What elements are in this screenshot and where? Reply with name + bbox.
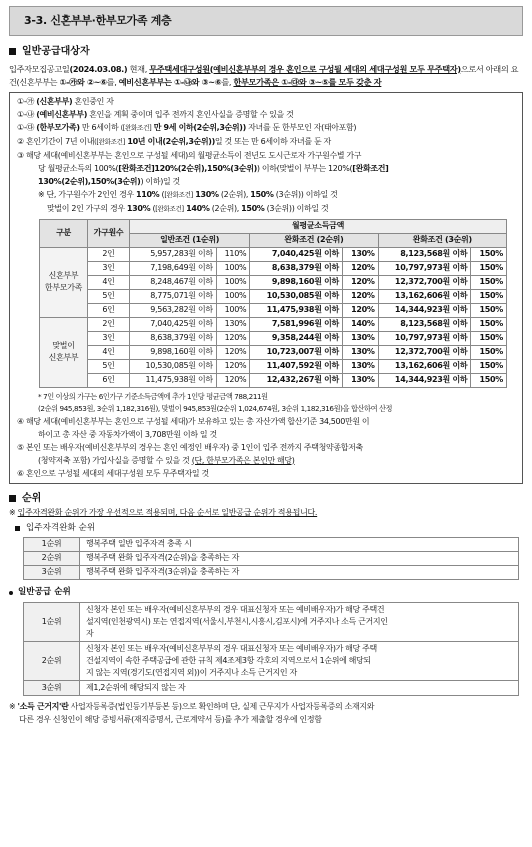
criterion-line-4 xyxy=(17,135,517,149)
income-header-relax2: 완화조건 (2순위) xyxy=(250,233,378,247)
income-general-percent: 120% xyxy=(216,331,249,345)
intro-segment: ①-㉮와 ②~⑥ xyxy=(59,76,107,87)
income-relax3-percent: 150% xyxy=(471,303,507,317)
income-general-amount: 5,957,283원 이하 xyxy=(130,247,217,261)
income-row xyxy=(40,359,507,373)
criterion-segment: 당 월평균소득의 100%( xyxy=(38,163,119,173)
income-relax2-amount: 10,530,085원 이하 xyxy=(250,289,343,303)
income-note-1: * 7인 이상의 가구는 6인가구 기준소득금액에 추가 1인당 평균금액 788,211원 xyxy=(38,391,268,401)
criterion-segment: [완화조건]120%(2순위),150%(3순위) xyxy=(118,163,257,173)
income-general-amount: 7,040,425원 이하 xyxy=(130,317,217,331)
notice-text: 입주자격완화 순위가 가장 우선적으로 적용되며, 다음 순서로 일반공급 순위가 적용됩니다. xyxy=(17,508,318,517)
intro-segment: 를, xyxy=(106,76,119,87)
criterion-segment: (신혼부부) xyxy=(36,96,73,106)
general-ranking-body xyxy=(24,602,519,695)
income-relax3-percent: 150% xyxy=(471,331,507,345)
criterion-segment: [완화조건] xyxy=(164,190,193,199)
income-members: 5인 xyxy=(88,289,130,303)
relaxed-ranking-heading-text: 입주자격완화 순위 xyxy=(26,522,96,533)
general-ranking-heading-text: 일반공급 순위 xyxy=(18,587,71,598)
income-relax3-percent: 150% xyxy=(471,359,507,373)
income-row xyxy=(40,331,507,345)
general-ranking-row xyxy=(24,602,519,641)
criterion-5-underlined: (단, 한부모가족은 본인만 해당) xyxy=(191,455,295,465)
relaxed-ranking-rank: 3순위 xyxy=(24,566,80,580)
income-relax3-percent: 150% xyxy=(471,247,507,261)
criterion-4-line-2: 하이고 총 자산 중 자동차가액이 3,708만원 이하 일 것 xyxy=(38,429,217,439)
income-general-amount: 9,563,282원 이하 xyxy=(130,303,217,317)
general-ranking-text-line: 제1,2순위에 해당되지 않는 자 xyxy=(86,682,186,692)
intro-segment: (2024.03.08.) xyxy=(69,63,128,74)
criterion-segment: 맞벌이 2인 가구의 경우 xyxy=(47,203,127,213)
criterion-segment: ([완화조건] xyxy=(94,137,125,146)
income-general-percent: 100% xyxy=(216,289,249,303)
income-header-general: 일반조건 (1순위) xyxy=(130,233,250,247)
income-members: 3인 xyxy=(88,331,130,345)
income-group-label xyxy=(40,247,88,317)
section-title: 3-3. 신혼부부·한부모가족 계층 xyxy=(9,6,523,36)
criterion-segment: ※ 단, 가구원수가 2인인 경우 xyxy=(38,189,137,199)
income-members: 6인 xyxy=(88,303,130,317)
criterion-line-6 xyxy=(17,162,517,175)
general-ranking-text-line: 신청자 본인 또는 배우자(예비신혼부부의 경우 대표신청자 또는 예비배우자)가 해당 주택 xyxy=(86,643,377,653)
income-relax2-amount: 11,475,938원 이하 xyxy=(250,303,343,317)
relaxed-ranking-rank: 1순위 xyxy=(24,538,80,552)
general-ranking-row xyxy=(24,680,519,695)
income-general-amount: 9,898,160원 이하 xyxy=(130,345,217,359)
criterion-line-1 xyxy=(17,95,517,108)
small-square-bullet-icon xyxy=(15,526,20,531)
criterion-segment: [완화조건] xyxy=(352,163,389,173)
criterion-segment: 140% xyxy=(183,203,210,213)
income-general-amount: 7,198,649원 이하 xyxy=(130,261,217,275)
criterion-segment: (3순위)) 이하일 것 xyxy=(264,203,329,213)
income-group-label-line: 신혼부부 xyxy=(48,353,79,362)
general-supply-heading xyxy=(9,45,523,59)
intro-segment: 무주택세대구성원(예비신혼부부의 경우 혼인으로 구성될 세대의 세대구성원 모두 무주택자) xyxy=(149,63,461,74)
criterion-segment: (3순위)) 이하일 것 xyxy=(273,189,338,199)
criterion-segment: ([완화조건] xyxy=(120,123,152,132)
income-group-label xyxy=(40,317,88,387)
income-relax2-amount: 9,358,244원 이하 xyxy=(250,331,343,345)
criterion-segment: ② 혼인기간이 7년 이내 xyxy=(17,136,95,146)
income-relax2-amount: 9,898,160원 이하 xyxy=(250,275,343,289)
income-relax3-percent: 150% xyxy=(471,261,507,275)
criterion-5-line-1: ⑤ 본인 또는 배우자(예비신혼부부의 경우는 혼인 예정인 배우자) 중 1인이 입주 전까지 주택청약종합저축 xyxy=(17,442,363,452)
criterion-segment: ( xyxy=(159,189,165,199)
criterion-segment: (2순위), xyxy=(218,189,251,199)
income-row xyxy=(40,317,507,331)
notice-mark: ※ xyxy=(9,508,18,517)
footnote-line-2: 다른 경우 신청인이 해당 증빙서류(재직증명서, 근로계약서 등)를 추가 제출할 경우에 인정함 xyxy=(19,714,322,724)
criterion-segment: 만 6세이하 xyxy=(79,122,121,132)
income-relax3-amount: 8,123,568원 이하 xyxy=(378,247,471,261)
income-relax2-percent: 130% xyxy=(342,359,378,373)
income-header-group: 구분 xyxy=(40,219,88,247)
general-ranking-heading xyxy=(9,587,523,599)
relaxed-ranking-text: 행복주택 완화 입주자격(2순위)을 충족하는 자 xyxy=(80,552,519,566)
criterion-segment: 혼인중인 자 xyxy=(72,96,114,106)
income-general-percent: 120% xyxy=(216,345,249,359)
criterion-line-7 xyxy=(17,175,517,188)
income-relax3-percent: 150% xyxy=(471,317,507,331)
income-relax2-percent: 140% xyxy=(342,317,378,331)
income-general-amount: 11,475,938원 이하 xyxy=(130,373,217,387)
general-ranking-text-line: 건설지역이 속한 주택공급에 관한 규칙 제4조제3항 각호의 지역으로서 1순위에 해당되 xyxy=(86,655,371,665)
income-relax3-amount: 8,123,568원 이하 xyxy=(378,317,471,331)
general-ranking-row xyxy=(24,641,519,680)
income-relax3-amount: 12,372,700원 이하 xyxy=(378,275,471,289)
footnote-mark: ※ xyxy=(9,701,18,711)
relaxed-ranking-body xyxy=(24,538,519,580)
income-relax3-amount: 14,344,923원 이하 xyxy=(378,303,471,317)
income-relax3-amount: 10,797,973원 이하 xyxy=(378,261,471,275)
general-ranking-rank: 2순위 xyxy=(24,641,80,680)
income-row xyxy=(40,345,507,359)
criterion-segment: [완화조건] xyxy=(155,204,184,213)
relaxed-ranking-rank: 2순위 xyxy=(24,552,80,566)
income-row xyxy=(40,373,507,387)
intro-segment: 를, xyxy=(221,76,234,87)
income-relax2-percent: 120% xyxy=(342,275,378,289)
criterion-segment: (2순위), xyxy=(209,203,242,213)
criterion-line-9 xyxy=(17,202,517,216)
relaxed-ranking-row xyxy=(24,552,519,566)
income-header-monthly: 월평균소득금액 xyxy=(130,219,507,233)
eligibility-intro xyxy=(9,63,523,89)
ranking-heading-text: 순위 xyxy=(22,492,42,504)
criterion-segment: ) 이하(맞벌이 부부는 120%( xyxy=(256,163,353,173)
income-relax2-percent: 120% xyxy=(342,261,378,275)
intro-segment: 한부모가족은 ①-㉰와 ③~⑤를 모두 갖춘 자 xyxy=(233,76,382,87)
criterion-segment: 혼인을 계획 중이며 입주 전까지 혼인사실을 증명할 수 있을 것 xyxy=(87,109,294,119)
criteria-lines xyxy=(17,95,517,216)
income-row xyxy=(40,275,507,289)
criterion-segment: 만 9세 이하(2순위,3순위)) xyxy=(151,122,246,132)
general-ranking-text xyxy=(80,602,519,641)
criterion-4-line-1: ④ 해당 세대(예비신혼부부는 혼인으로 구성될 세대)가 보유하고 있는 총 자산가액 합산기준 34,500만원 이 xyxy=(17,416,370,426)
criterion-5-text: (청약저축 포함) 가입사실을 증명할 수 있을 것 xyxy=(38,455,192,465)
criterion-segment: ③ 해당 세대(예비신혼부부는 혼인으로 구성될 세대)의 월평균소득이 전년도 도시근로자 가구원수별 가구 xyxy=(17,150,362,160)
income-row xyxy=(40,247,507,261)
income-row xyxy=(40,289,507,303)
income-relax2-percent: 130% xyxy=(342,247,378,261)
relaxed-ranking-text: 행복주택 일반 입주자격 충족 시 xyxy=(80,538,519,552)
income-general-percent: 130% xyxy=(216,317,249,331)
income-relax2-percent: 130% xyxy=(342,331,378,345)
criterion-segment: ①-㉯ xyxy=(17,109,37,119)
general-ranking-text xyxy=(80,641,519,680)
income-members: 2인 xyxy=(88,247,130,261)
income-relax3-amount: 13,162,606원 이하 xyxy=(378,289,471,303)
income-members: 4인 xyxy=(88,345,130,359)
general-ranking-text xyxy=(80,680,519,695)
criterion-line-8 xyxy=(17,188,517,202)
income-row xyxy=(40,303,507,317)
criterion-segment: 150% xyxy=(241,203,265,213)
general-ranking-text-line: 자 xyxy=(86,628,94,638)
income-relax2-percent: 130% xyxy=(342,345,378,359)
ranking-heading xyxy=(9,492,523,506)
criterion-segment: (예비신혼부부) xyxy=(36,109,88,119)
income-members: 6인 xyxy=(88,373,130,387)
income-relax3-amount: 10,797,973원 이하 xyxy=(378,331,471,345)
general-ranking-text-line: 신청자 본인 또는 배우자(예비신혼부부의 경우 대표신청자 또는 예비배우자)가 해당 주택건 xyxy=(86,604,385,614)
intro-segment: 으로서 아래의 요건(신혼부부는 xyxy=(9,63,519,87)
criterion-segment: 110% xyxy=(136,189,160,199)
general-supply-heading-text: 일반공급대상자 xyxy=(22,46,90,57)
criterion-line-2 xyxy=(17,108,517,121)
income-general-percent: 120% xyxy=(216,359,249,373)
criterion-segment: 일 것 또는 만 6세이하 자녀를 둔 자 xyxy=(214,136,331,146)
relaxed-ranking-row xyxy=(24,566,519,580)
general-ranking-text-line: 설지역(인천광역시) 또는 연접지역(서울시,부천시,시흥시,김포시)에 거주지나 소득 근거지인 xyxy=(86,616,388,626)
square-bullet-icon xyxy=(9,48,16,55)
income-base-footnote xyxy=(9,700,523,726)
criterion-segment: ( xyxy=(150,203,156,213)
criterion-5-line-2 xyxy=(17,454,517,467)
income-note-2: (2순위 945,853원, 3순위 1,182,316원), 맞벌이 945,853원(2순위 1,024,674원, 3순위 1,182,316원)을 합산하여 산정 xyxy=(38,403,393,413)
income-relax2-amount: 7,040,425원 이하 xyxy=(250,247,343,261)
criterion-segment: 10년 이내(2순위,3순위)) xyxy=(124,136,215,146)
general-ranking-rank: 3순위 xyxy=(24,680,80,695)
income-relax2-amount: 11,407,592원 이하 xyxy=(250,359,343,373)
criterion-line-3 xyxy=(17,121,517,135)
income-row xyxy=(40,261,507,275)
income-header-members: 가구원수 xyxy=(88,219,130,247)
income-table-body xyxy=(40,247,507,387)
income-general-percent: 100% xyxy=(216,261,249,275)
income-group-label-line: 신혼부부 xyxy=(48,271,79,280)
general-ranking-text-line: 지 않는 지역(경기도(연접지역 외))이 거주지나 소득 근거지인 자 xyxy=(86,667,297,677)
income-members: 4인 xyxy=(88,275,130,289)
general-ranking-rank: 1순위 xyxy=(24,602,80,641)
criterion-segment: 130% xyxy=(192,189,219,199)
intro-segment: 입주자모집공고일 xyxy=(9,63,70,74)
income-relax2-amount: 12,432,267원 이하 xyxy=(250,373,343,387)
income-relax2-amount: 10,723,007원 이하 xyxy=(250,345,343,359)
income-relax3-percent: 150% xyxy=(471,373,507,387)
income-general-amount: 8,775,071원 이하 xyxy=(130,289,217,303)
criteria-box xyxy=(9,92,523,484)
income-general-percent: 110% xyxy=(216,247,249,261)
criterion-segment: 130% xyxy=(126,203,151,213)
intro-segment: 현재, xyxy=(127,63,150,74)
income-relax3-percent: 150% xyxy=(471,345,507,359)
criterion-line-5 xyxy=(17,149,517,162)
income-group-label-line: 한부모가족 xyxy=(44,283,83,292)
criterion-segment: 자녀를 둔 한부모인 자(태아포함) xyxy=(245,122,357,132)
round-bullet-icon xyxy=(9,591,13,595)
income-relax2-amount: 8,638,379원 이하 xyxy=(250,261,343,275)
criterion-6: ⑥ 혼인으로 구성될 세대의 세대구성원 모두 무주택자일 것 xyxy=(17,468,209,478)
income-general-percent: 100% xyxy=(216,275,249,289)
income-relax3-percent: 150% xyxy=(471,275,507,289)
income-members: 3인 xyxy=(88,261,130,275)
relaxed-ranking-row xyxy=(24,538,519,552)
criterion-segment: (한부모가족) xyxy=(36,122,80,132)
general-ranking-table xyxy=(23,602,519,696)
footnote-term: '소득 근거지'란 xyxy=(17,701,69,711)
criterion-segment: 150% xyxy=(250,189,274,199)
income-relax3-amount: 12,372,700원 이하 xyxy=(378,345,471,359)
relaxed-ranking-text: 행복주택 완화 입주자격(3순위)을 충족하는 자 xyxy=(80,566,519,580)
income-relax2-percent: 120% xyxy=(342,289,378,303)
income-general-percent: 120% xyxy=(216,373,249,387)
income-table xyxy=(39,219,507,388)
relaxed-ranking-table xyxy=(23,537,519,580)
ranking-notice xyxy=(9,508,523,519)
income-group-label-line: 맞벌이 xyxy=(52,341,75,350)
intro-segment: 예비신혼부부는 ①-㉯와 ③~⑥ xyxy=(118,76,222,87)
criterion-segment: 130%(2순위),150%(3순위) xyxy=(38,176,141,186)
criterion-segment: ①-㉰ xyxy=(17,122,37,132)
income-relax3-amount: 14,344,923원 이하 xyxy=(378,373,471,387)
income-members: 2인 xyxy=(88,317,130,331)
footnote-text-1: 사업자등록증(법인등기부등본 등)으로 확인하며 단, 실제 근무지가 사업자등록증의 소재지와 xyxy=(68,701,375,711)
income-relax2-amount: 7,581,996원 이하 xyxy=(250,317,343,331)
criterion-segment: ) 이하)일 것 xyxy=(140,176,180,186)
income-general-amount: 8,248,467원 이하 xyxy=(130,275,217,289)
income-relax3-amount: 13,162,606원 이하 xyxy=(378,359,471,373)
income-general-amount: 10,530,085원 이하 xyxy=(130,359,217,373)
criterion-segment: ①-㉮ xyxy=(17,96,37,106)
income-members: 5인 xyxy=(88,359,130,373)
income-relax2-percent: 130% xyxy=(342,373,378,387)
relaxed-ranking-heading xyxy=(9,523,523,535)
footnote-line-1 xyxy=(9,700,523,713)
income-header-relax3: 완화조건 (3순위) xyxy=(378,233,506,247)
income-relax3-percent: 150% xyxy=(471,289,507,303)
square-bullet-icon xyxy=(9,495,16,502)
income-general-percent: 100% xyxy=(216,303,249,317)
income-general-amount: 8,638,379원 이하 xyxy=(130,331,217,345)
income-relax2-percent: 120% xyxy=(342,303,378,317)
